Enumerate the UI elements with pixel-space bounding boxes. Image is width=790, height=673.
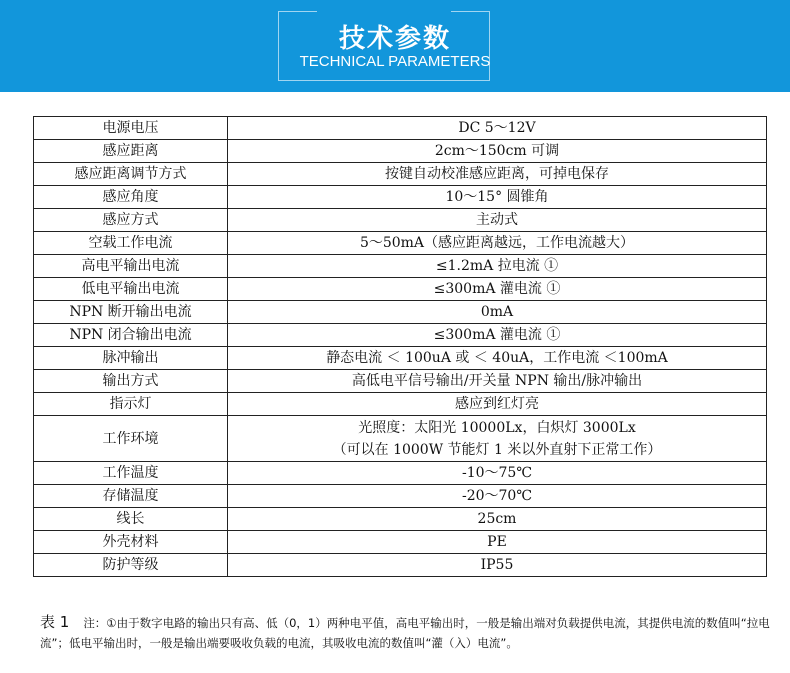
param-label: NPN 断开输出电流	[34, 301, 228, 324]
footnote-text: 注：①由于数字电路的输出只有高、低（0，1）两种电平值，高电平输出时，一般是输出端对负载提供电流，其提供电流的数值叫“拉电流”；低电平输出时，一般是输出端要吸收负载的电流，其吸收电流的数值叫“灌（入）电流”。	[40, 616, 770, 650]
param-value	[228, 416, 767, 462]
param-label: 脉冲输出	[34, 347, 228, 370]
table-row	[34, 416, 767, 462]
table-row	[34, 531, 767, 554]
param-label: 高电平输出电流	[34, 255, 228, 278]
header-banner	[0, 0, 790, 92]
table-row	[34, 232, 767, 255]
table-row	[34, 485, 767, 508]
param-value: 按键自动校准感应距离，可掉电保存	[228, 163, 767, 186]
param-value: 感应到红灯亮	[228, 393, 767, 416]
param-value: 0mA	[228, 301, 767, 324]
param-label: NPN 闭合输出电流	[34, 324, 228, 347]
table-row	[34, 140, 767, 163]
param-label: 空载工作电流	[34, 232, 228, 255]
param-label: 感应距离调节方式	[34, 163, 228, 186]
param-value: ≤300mA 灌电流 ①	[228, 278, 767, 301]
table-row	[34, 255, 767, 278]
table-row	[34, 393, 767, 416]
param-value: 10～15° 圆锥角	[228, 186, 767, 209]
table-row	[34, 324, 767, 347]
param-label: 防护等级	[34, 554, 228, 577]
param-value: 高低电平信号输出/开关量 NPN 输出/脉冲输出	[228, 370, 767, 393]
param-value: DC 5～12V	[228, 117, 767, 140]
table-row	[34, 370, 767, 393]
param-value: 主动式	[228, 209, 767, 232]
param-value-line: 光照度：太阳光 10000Lx，白炽灯 3000Lx	[358, 419, 636, 436]
table-row	[34, 163, 767, 186]
table-row	[34, 347, 767, 370]
param-label: 低电平输出电流	[34, 278, 228, 301]
footnote	[40, 612, 770, 653]
param-value: ≤1.2mA 拉电流 ①	[228, 255, 767, 278]
table-row	[34, 186, 767, 209]
param-value: 2cm～150cm 可调	[228, 140, 767, 163]
table-row	[34, 462, 767, 485]
table-row	[34, 117, 767, 140]
param-label: 输出方式	[34, 370, 228, 393]
param-value: 25cm	[228, 508, 767, 531]
param-label: 感应方式	[34, 209, 228, 232]
param-value: 5～50mA（感应距离越远，工作电流越大）	[228, 232, 767, 255]
param-value: -20～70℃	[228, 485, 767, 508]
param-label: 存储温度	[34, 485, 228, 508]
param-value: 静态电流 ＜ 100uA 或 ＜ 40uA，工作电流 ＜100mA	[228, 347, 767, 370]
table-caption: 表 1	[40, 613, 70, 631]
param-label: 感应角度	[34, 186, 228, 209]
table-row	[34, 508, 767, 531]
page-title: 技术参数	[338, 24, 451, 54]
param-label: 指示灯	[34, 393, 228, 416]
table-row	[34, 301, 767, 324]
param-label: 工作环境	[34, 416, 228, 462]
param-value: -10～75℃	[228, 462, 767, 485]
param-label: 外壳材料	[34, 531, 228, 554]
param-value: ≤300mA 灌电流 ①	[228, 324, 767, 347]
table-row	[34, 554, 767, 577]
table-row	[34, 209, 767, 232]
param-value: IP55	[228, 554, 767, 577]
param-label: 线长	[34, 508, 228, 531]
param-value-line: （可以在 1000W 节能灯 1 米以外直射下正常工作）	[332, 441, 662, 458]
param-label: 工作温度	[34, 462, 228, 485]
table-row	[34, 278, 767, 301]
param-label: 感应距离	[34, 140, 228, 163]
param-value: PE	[228, 531, 767, 554]
parameters-table	[33, 116, 767, 577]
page-subtitle: TECHNICAL PARAMETERS	[299, 53, 491, 70]
param-label: 电源电压	[34, 117, 228, 140]
